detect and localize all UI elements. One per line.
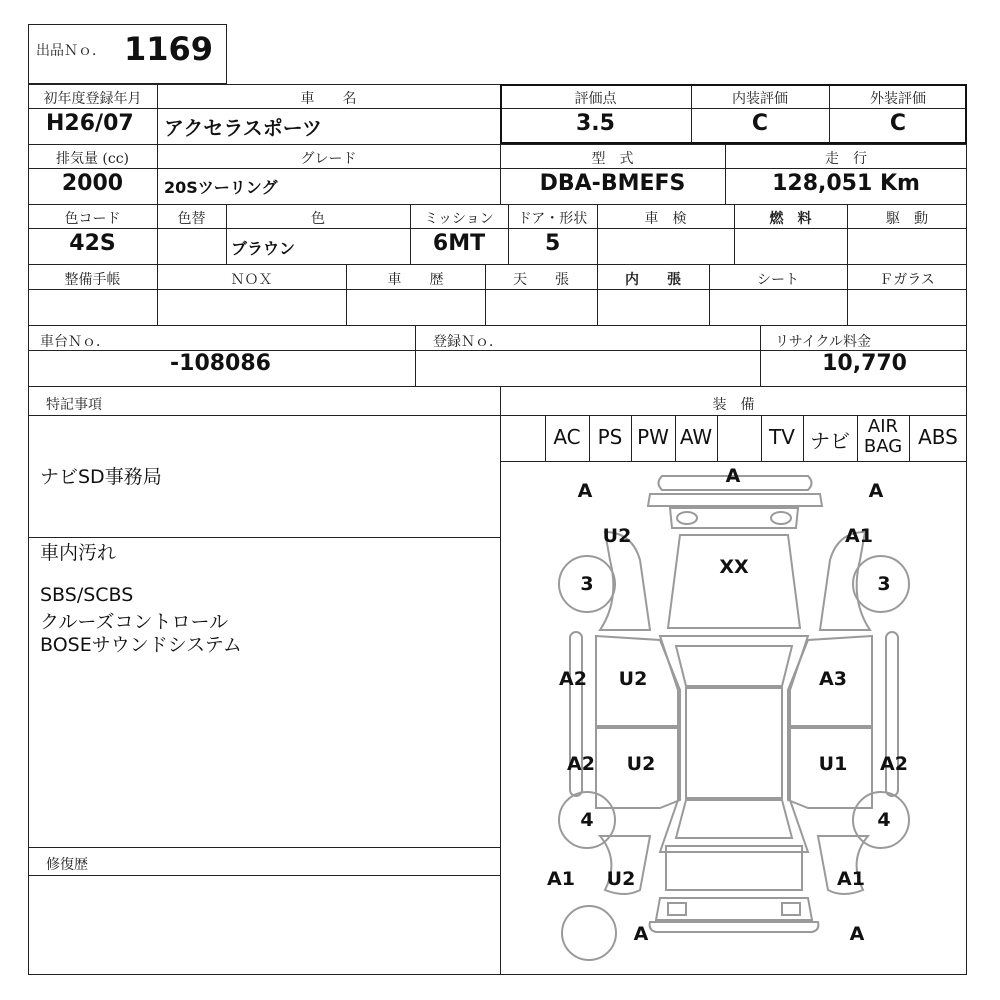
- drive-label: 駆 動: [886, 211, 928, 227]
- chassis-number-value: -108086: [170, 351, 271, 376]
- equipment-label: 装 備: [712, 397, 755, 413]
- exterior-rating-value: C: [889, 111, 907, 136]
- displacement-label: 排気量 (cc): [55, 151, 130, 167]
- exterior-rating-label: 外装評価: [870, 91, 926, 107]
- color-code-label: 色コード: [64, 211, 121, 227]
- special-notes-text: ナビSD事務局: [40, 466, 162, 488]
- mileage-value: 128,051 Km: [772, 171, 920, 196]
- damage-mark: U1: [818, 753, 848, 775]
- car-name-label: 車 名: [300, 91, 357, 107]
- damage-mark: A: [868, 480, 884, 502]
- color-code-value: 42S: [69, 231, 116, 256]
- first-registration-value: H26/07: [46, 111, 134, 136]
- damage-mark: U2: [602, 525, 632, 547]
- grade-label: グレード: [300, 151, 357, 167]
- model-label: 型 式: [591, 151, 634, 167]
- seat-label: シート: [757, 272, 799, 288]
- special-notes-label: 特記事項: [46, 397, 102, 413]
- damage-mark: 4: [580, 809, 594, 831]
- grade-value: 20Sツーリング: [164, 178, 278, 197]
- equipment-item-aw: AW: [679, 425, 713, 449]
- damage-mark: A: [633, 923, 649, 945]
- interior-rating-label: 内装評価: [732, 91, 788, 107]
- interior-rating-value: C: [751, 111, 769, 136]
- service-record-label: 整備手帳: [64, 272, 121, 288]
- color-change-label: 色替: [177, 211, 206, 227]
- vehicle-history-label: 車 歴: [387, 272, 444, 288]
- damage-mark: A: [849, 923, 865, 945]
- door-shape-label: ドア・形状: [517, 211, 588, 227]
- score-value: 3.5: [576, 111, 615, 136]
- fuel-label: 燃 料: [769, 211, 812, 227]
- notes-list: [40, 538, 242, 656]
- damage-mark: 3: [877, 573, 891, 595]
- damage-mark: U2: [618, 668, 648, 690]
- mileage-label: 走 行: [825, 151, 867, 167]
- note-line: クルーズコントロール: [40, 611, 229, 633]
- equipment-item-tv: TV: [769, 425, 795, 449]
- inspection-label: 車 検: [644, 211, 687, 227]
- equipment-item-ps: PS: [597, 425, 623, 449]
- damage-mark: A1: [845, 525, 873, 547]
- damage-mark: 3: [580, 573, 594, 595]
- mission-label: ミッション: [424, 211, 494, 227]
- equipment-item-airbag: AIR BAG: [863, 416, 903, 457]
- first-registration-label: 初年度登録年月: [43, 91, 142, 107]
- recycle-fee-label: リサイクル料金: [775, 334, 872, 350]
- note-line: SBS/SCBS: [40, 584, 134, 606]
- recycle-fee-value: 10,770: [822, 351, 907, 376]
- damage-mark: A2: [567, 753, 595, 775]
- front-glass-label: Ｆガラス: [879, 272, 935, 288]
- equipment-item-abs: ABS: [918, 425, 958, 449]
- roof-lining-label: 天 張: [513, 272, 569, 288]
- color-value: ブラウン: [231, 239, 296, 258]
- equipment-item-ac: AC: [553, 425, 581, 449]
- model-value: DBA-BMEFS: [539, 171, 686, 196]
- equipment-item-navi: ナビ: [810, 429, 850, 453]
- note-line: BOSEサウンドシステム: [40, 634, 242, 656]
- damage-mark: A1: [837, 868, 865, 890]
- score-label: 評価点: [574, 91, 617, 107]
- damage-mark: U2: [626, 753, 656, 775]
- damage-mark: A3: [819, 668, 847, 690]
- car-diagram: [500, 462, 967, 975]
- note-line: [40, 561, 242, 584]
- note-line: 車内汚れ: [40, 542, 117, 564]
- car-name-value: アクセラスポーツ: [164, 116, 322, 140]
- door-shape-value: 5: [545, 231, 561, 256]
- lot-number-label: 出品Ｎｏ．: [36, 43, 106, 59]
- damage-mark: 4: [877, 809, 891, 831]
- displacement-value: 2000: [61, 171, 124, 196]
- repair-history-label: 修復歴: [46, 857, 88, 873]
- color-label: 色: [311, 211, 325, 227]
- damage-mark: A: [577, 480, 593, 502]
- damage-mark: A: [725, 465, 741, 487]
- damage-mark: U2: [606, 868, 636, 890]
- damage-mark: XX: [719, 556, 749, 578]
- damage-mark: A1: [547, 868, 575, 890]
- chassis-number-label: 車台Ｎｏ．: [40, 334, 110, 350]
- damage-mark: A2: [880, 753, 908, 775]
- registration-number-label: 登録Ｎｏ．: [433, 334, 503, 350]
- interior-lining-label: 内 張: [625, 272, 681, 288]
- damage-mark: A2: [559, 668, 587, 690]
- mission-value: 6MT: [432, 231, 486, 256]
- lot-number: 1169: [124, 30, 214, 68]
- equipment-item-pw: PW: [637, 425, 669, 449]
- nox-label: ＮＯＸ: [230, 272, 273, 288]
